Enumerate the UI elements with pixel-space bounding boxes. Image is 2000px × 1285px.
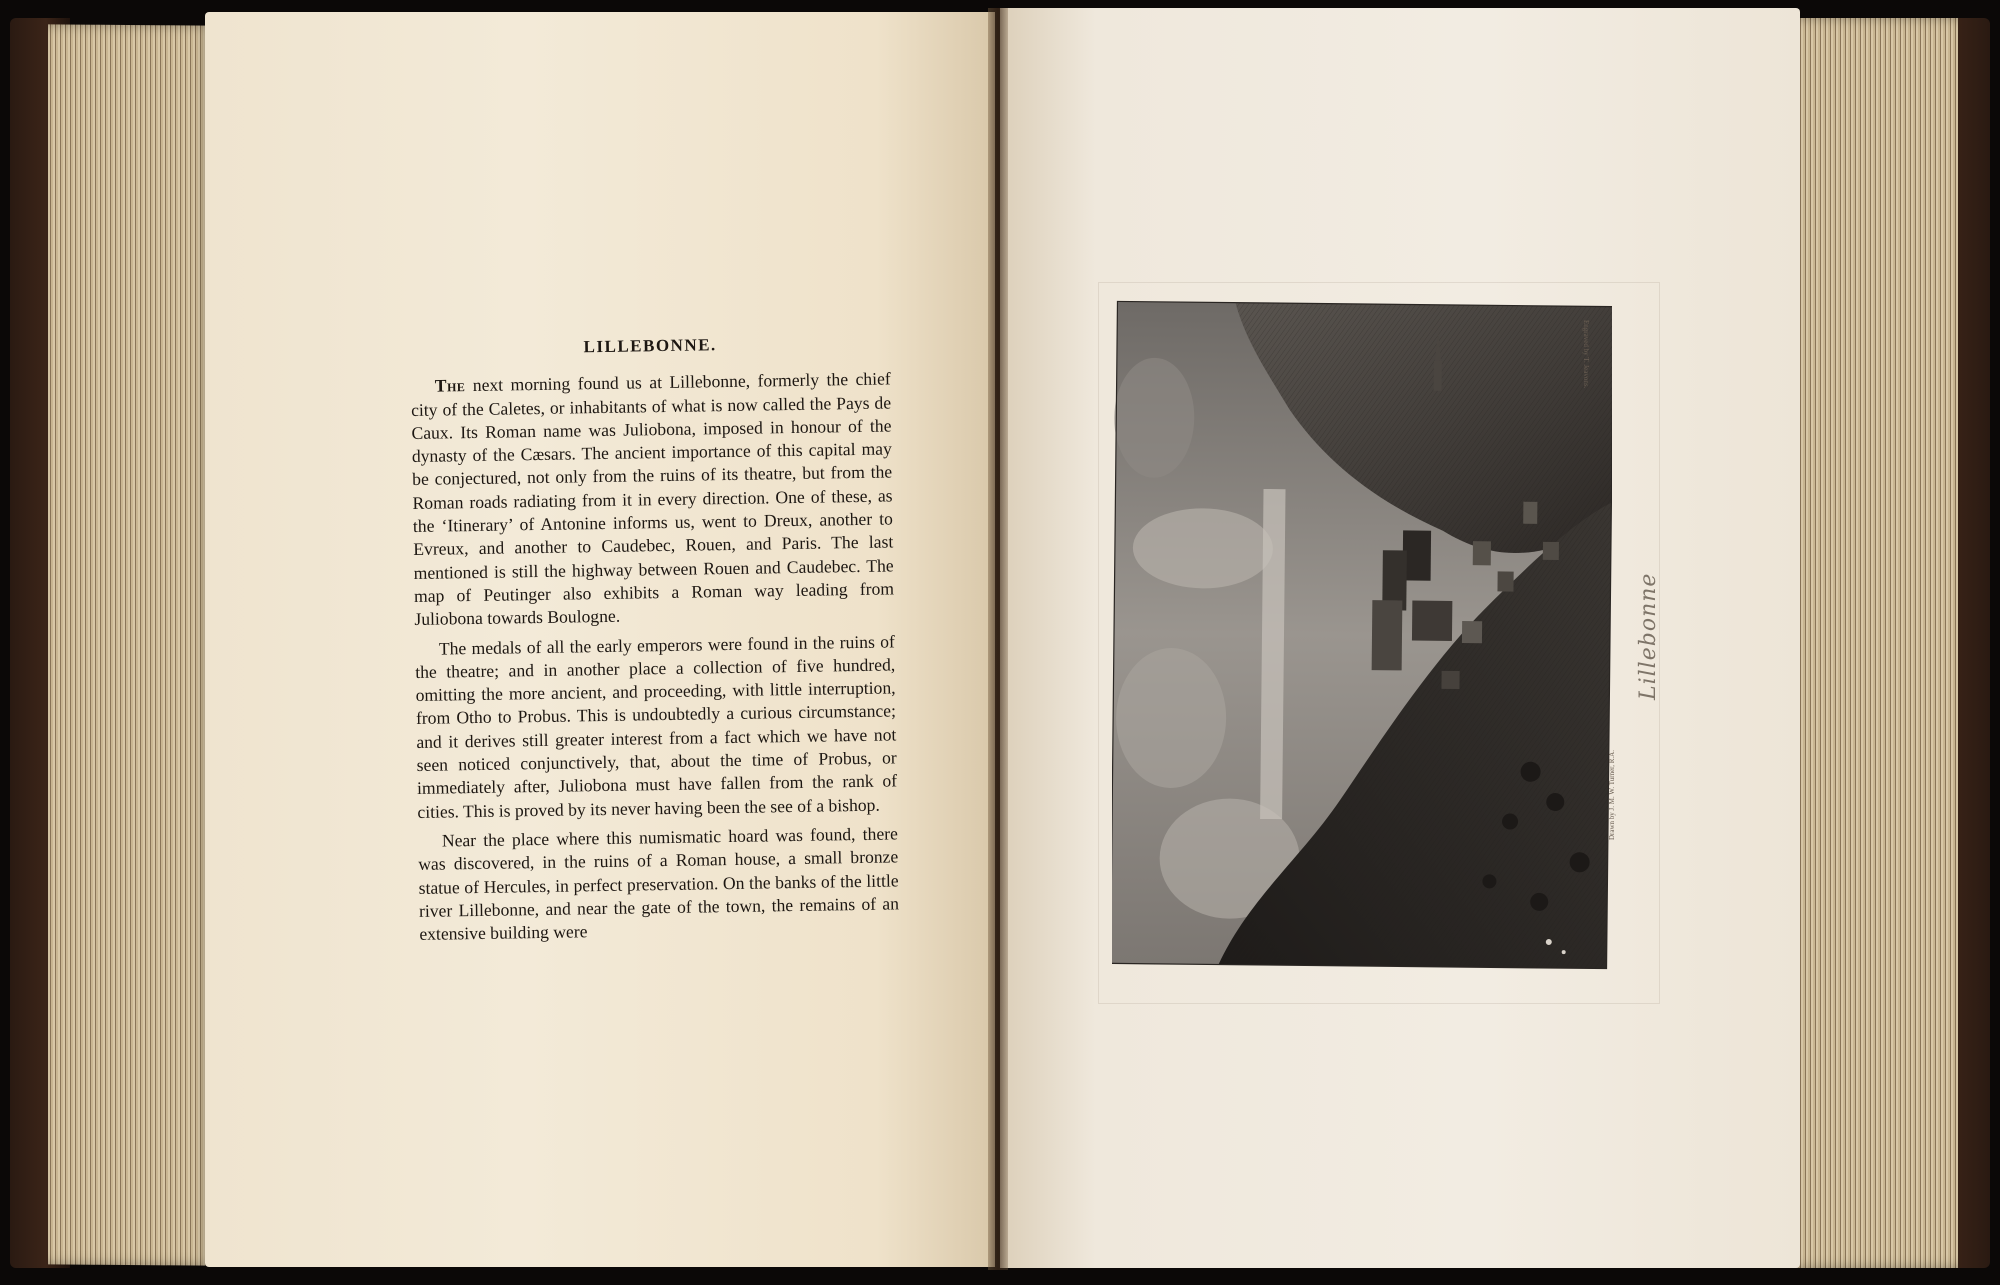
paragraph-1 xyxy=(411,368,895,632)
plate-caption: Lillebonne xyxy=(1636,572,1661,700)
engraver-credit: Engraved by T. Jeavons. xyxy=(1582,320,1590,389)
chapter-heading: LILLEBONNE. xyxy=(583,335,717,357)
book-gutter xyxy=(988,8,1008,1270)
paragraph-1-text: next morning found us at Lillebonne, formerly the chief city of the Caletes, or inhabitants of what is now called the Pays de Caux. Its Roman name was Juliobona, imposed in honour of the dynasty of the Cæsars. The ancient importance of this capital may be conjectured, not only from the ruins of its theatre, but from the Roman roads radiating from it in every direction. One of these, as the ‘Itinerary’ of Antonine informs us, went to Dreux, another to Evreux, and another to Caudebec, Rouen, and Paris. The last mentioned is still the highway between Rouen and Caudebec. The map of Peutinger also exhibits a Roman way leading from Juliobona towards Boulogne. xyxy=(410,368,895,630)
left-page-text xyxy=(410,330,900,952)
page-edges-right xyxy=(1783,18,1958,1268)
paragraph-lead: The xyxy=(434,375,466,396)
paragraph-2: The medals of all the early emperors were found in the ruins of the theatre; and in another place a collection of five hundred, omitting the more ancient, and proceeding, with little interruption, from Otho to Probus. This is undoubtedly a curious circumstance; and it derives still greater interest from a fact which we have not seen noticed conjunctively, that, about the time of Probus, or immediately after, Juliobona must have fallen from the rank of cities. This is proved by its never having been the see of a bishop. xyxy=(415,630,898,822)
artist-credit: Drawn by J. M. W. Turner, R.A. xyxy=(1608,750,1616,840)
engraving-illustration xyxy=(1112,300,1612,970)
engraving-plate xyxy=(1112,300,1612,970)
page-edges-left xyxy=(48,24,213,1265)
paragraph-3: Near the place where this numismatic hoard was found, there was discovered, in the ruins of a Roman house, a small bronze statue of Hercules, in perfect preservation. On the banks of the little river Lillebonne, and near the gate of the town, the remains of an extensive building were xyxy=(418,823,900,945)
